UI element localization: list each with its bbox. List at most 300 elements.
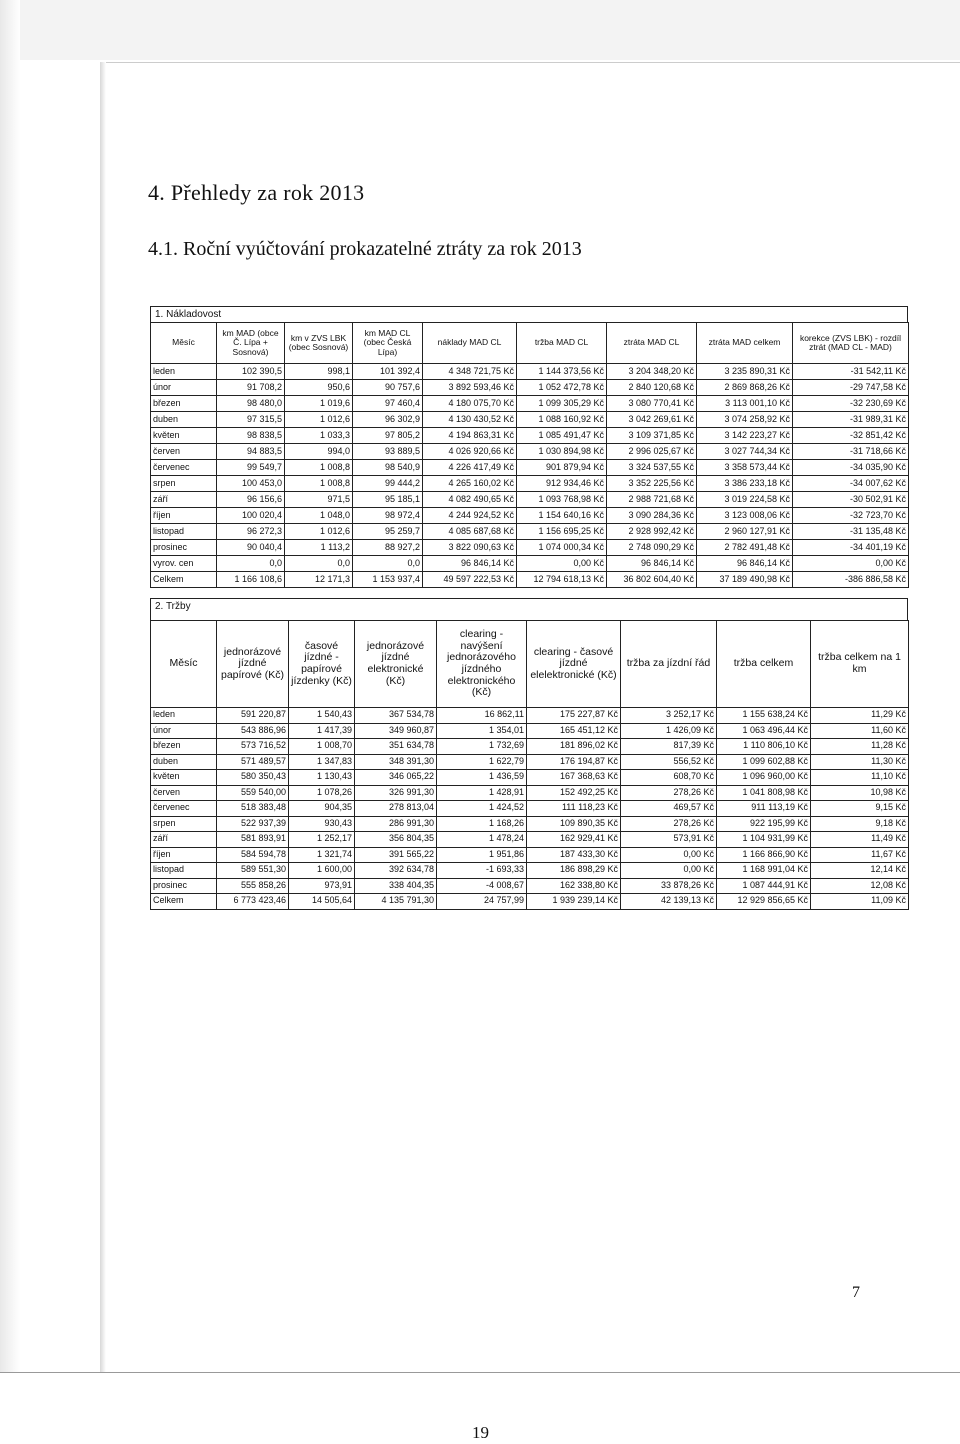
revenue-table-value-cell: 911 113,19 Kč: [717, 801, 811, 817]
costs-table-value-cell: 37 189 490,98 Kč: [697, 572, 793, 588]
costs-table-value-cell: 4 085 687,68 Kč: [423, 524, 517, 540]
revenue-table-value-cell: 0,00 Kč: [621, 863, 717, 879]
costs-table-value-cell: 97 460,4: [353, 396, 423, 412]
revenue-table-value-cell: 391 565,22: [355, 847, 437, 863]
revenue-table-value-cell: 109 890,35 Kč: [527, 816, 621, 832]
revenue-table-value-cell: 187 433,30 Kč: [527, 847, 621, 863]
costs-table-value-cell: 96 846,14 Kč: [697, 556, 793, 572]
revenue-table-row: [151, 832, 909, 848]
costs-table-value-cell: 1 012,6: [285, 524, 353, 540]
costs-table-value-cell: 96 302,9: [353, 412, 423, 428]
revenue-table-value-cell: 349 960,87: [355, 723, 437, 739]
revenue-table-value-cell: 175 227,87 Kč: [527, 708, 621, 724]
revenue-table-value-cell: 556,52 Kč: [621, 754, 717, 770]
revenue-table-value-cell: 817,39 Kč: [621, 739, 717, 755]
revenue-table-value-cell: 278,26 Kč: [621, 816, 717, 832]
revenue-table-header-cell: jednorázové jízdné elektronické (Kč): [355, 621, 437, 708]
costs-table-row: [151, 364, 909, 380]
revenue-table-value-cell: 1 428,91: [437, 785, 527, 801]
costs-table-value-cell: 0,00 Kč: [793, 556, 909, 572]
revenue-table-value-cell: 555 858,26: [217, 878, 289, 894]
costs-table-value-cell: 4 244 924,52 Kč: [423, 508, 517, 524]
costs-table-value-cell: 998,1: [285, 364, 353, 380]
revenue-table-header-row: [151, 621, 909, 708]
costs-table-value-cell: 99 444,2: [353, 476, 423, 492]
revenue-table-row: [151, 863, 909, 879]
costs-table-value-cell: 93 889,5: [353, 444, 423, 460]
costs-section-header: [150, 306, 908, 322]
revenue-table-value-cell: 1 096 960,00 Kč: [717, 770, 811, 786]
revenue-table-value-cell: 1 130,43: [289, 770, 355, 786]
costs-table-value-cell: 2 960 127,91 Kč: [697, 524, 793, 540]
revenue-table-row: [151, 785, 909, 801]
costs-table-value-cell: 1 012,6: [285, 412, 353, 428]
revenue-table-value-cell: 580 350,43: [217, 770, 289, 786]
costs-table-value-cell: 99 549,7: [217, 460, 285, 476]
costs-table-value-cell: 97 315,5: [217, 412, 285, 428]
revenue-table-header-cell: tržba celkem: [717, 621, 811, 708]
costs-table-value-cell: 96 846,14 Kč: [423, 556, 517, 572]
costs-table-value-cell: 2 782 491,48 Kč: [697, 540, 793, 556]
revenue-table-value-cell: 589 551,30: [217, 863, 289, 879]
revenue-table-value-cell: 1 347,83: [289, 754, 355, 770]
costs-table-header-cell: km MAD (obce Č. Lípa + Sosnová): [217, 323, 285, 364]
revenue-table-value-cell: 1 436,59: [437, 770, 527, 786]
costs-table-month-cell: květen: [151, 428, 217, 444]
costs-table-row: [151, 476, 909, 492]
revenue-table-header-cell: tržba celkem na 1 km: [811, 621, 909, 708]
revenue-table-month-cell: září: [151, 832, 217, 848]
costs-table-value-cell: 3 324 537,55 Kč: [607, 460, 697, 476]
costs-table-month-cell: vyrov. cen: [151, 556, 217, 572]
costs-table-value-cell: -32 230,69 Kč: [793, 396, 909, 412]
costs-table-row: [151, 540, 909, 556]
folio-number: 19: [472, 1423, 489, 1442]
revenue-table-value-cell: 4 135 791,30: [355, 894, 437, 910]
revenue-table-value-cell: 591 220,87: [217, 708, 289, 724]
costs-table: [150, 322, 909, 588]
revenue-table-row: [151, 754, 909, 770]
costs-table-value-cell: 1 113,2: [285, 540, 353, 556]
revenue-section-header: [150, 598, 908, 620]
revenue-table-month-cell: leden: [151, 708, 217, 724]
revenue-table-value-cell: 1 321,74: [289, 847, 355, 863]
scan-edge-shadow: [0, 0, 20, 1443]
revenue-table-value-cell: 356 804,35: [355, 832, 437, 848]
costs-table-header-cell: tržba MAD CL: [517, 323, 607, 364]
costs-table-header-cell: Měsíc: [151, 323, 217, 364]
revenue-table-value-cell: 1 478,24: [437, 832, 527, 848]
costs-table-value-cell: 98 540,9: [353, 460, 423, 476]
costs-table-month-cell: říjen: [151, 508, 217, 524]
revenue-table-value-cell: 1 600,00: [289, 863, 355, 879]
costs-table-header-cell: korekce (ZVS LBK) - rozdíl ztrát (MAD CL - MAD): [793, 323, 909, 364]
costs-table-value-cell: -31 135,48 Kč: [793, 524, 909, 540]
revenue-table-value-cell: 1 951,86: [437, 847, 527, 863]
costs-table-value-cell: 1 008,8: [285, 460, 353, 476]
costs-table-value-cell: 90 040,4: [217, 540, 285, 556]
costs-table-value-cell: 1 052 472,78 Kč: [517, 380, 607, 396]
revenue-table-value-cell: 1 732,69: [437, 739, 527, 755]
costs-table-row: [151, 460, 909, 476]
costs-table-value-cell: 4 265 160,02 Kč: [423, 476, 517, 492]
revenue-table-header-cell: Měsíc: [151, 621, 217, 708]
costs-table-row: [151, 524, 909, 540]
costs-table-value-cell: 1 019,6: [285, 396, 353, 412]
costs-table-value-cell: 12 794 618,13 Kč: [517, 572, 607, 588]
costs-table-value-cell: 94 883,5: [217, 444, 285, 460]
revenue-table-month-cell: duben: [151, 754, 217, 770]
costs-table-value-cell: 1 156 695,25 Kč: [517, 524, 607, 540]
revenue-table-value-cell: 33 878,26 Kč: [621, 878, 717, 894]
revenue-table-value-cell: 1 041 808,98 Kč: [717, 785, 811, 801]
subsection-heading: 4.1. Roční vyúčtování prokazatelné ztráty za rok 2013: [148, 238, 582, 260]
revenue-table-value-cell: 16 862,11: [437, 708, 527, 724]
revenue-table-value-cell: 922 195,99 Kč: [717, 816, 811, 832]
costs-table-row: [151, 492, 909, 508]
costs-table-header-cell: km MAD CL (obec Česká Lípa): [353, 323, 423, 364]
costs-table-value-cell: 1 166 108,6: [217, 572, 285, 588]
revenue-table-value-cell: 1 168,26: [437, 816, 527, 832]
revenue-table-value-cell: 1 252,17: [289, 832, 355, 848]
revenue-table-value-cell: 1 354,01: [437, 723, 527, 739]
costs-table-value-cell: 3 822 090,63 Kč: [423, 540, 517, 556]
costs-table-value-cell: 3 090 284,36 Kč: [607, 508, 697, 524]
revenue-table-value-cell: 11,30 Kč: [811, 754, 909, 770]
costs-table-header-cell: náklady MAD CL: [423, 323, 517, 364]
costs-table-value-cell: 1 093 768,98 Kč: [517, 492, 607, 508]
costs-table-value-cell: 2 748 090,29 Kč: [607, 540, 697, 556]
costs-table-value-cell: 0,00 Kč: [517, 556, 607, 572]
costs-table-value-cell: 0,0: [217, 556, 285, 572]
costs-table-row: [151, 572, 909, 588]
costs-table-value-cell: -32 851,42 Kč: [793, 428, 909, 444]
revenue-table-value-cell: 1 078,26: [289, 785, 355, 801]
revenue-table-row: [151, 894, 909, 910]
costs-table-value-cell: 98 972,4: [353, 508, 423, 524]
costs-table-row: [151, 556, 909, 572]
costs-table-value-cell: -34 401,19 Kč: [793, 540, 909, 556]
costs-table-value-cell: 1 030 894,98 Kč: [517, 444, 607, 460]
revenue-table-month-cell: březen: [151, 739, 217, 755]
costs-table-row: [151, 444, 909, 460]
revenue-table-value-cell: 11,67 Kč: [811, 847, 909, 863]
revenue-table-value-cell: 6 773 423,46: [217, 894, 289, 910]
costs-table-value-cell: -386 886,58 Kč: [793, 572, 909, 588]
revenue-table-month-cell: únor: [151, 723, 217, 739]
revenue-table-value-cell: 904,35: [289, 801, 355, 817]
revenue-table-header-cell: tržba za jízdní řád: [621, 621, 717, 708]
costs-table-value-cell: 4 026 920,66 Kč: [423, 444, 517, 460]
costs-table-value-cell: 96 846,14 Kč: [607, 556, 697, 572]
costs-table-value-cell: 36 802 604,40 Kč: [607, 572, 697, 588]
revenue-table-value-cell: -1 693,33: [437, 863, 527, 879]
costs-table-value-cell: 95 185,1: [353, 492, 423, 508]
costs-table-value-cell: 1 154 640,16 Kč: [517, 508, 607, 524]
revenue-table-value-cell: 1 155 638,24 Kč: [717, 708, 811, 724]
revenue-table-month-cell: prosinec: [151, 878, 217, 894]
costs-table-row: [151, 508, 909, 524]
costs-table-value-cell: 1 033,3: [285, 428, 353, 444]
costs-table-value-cell: 1 008,8: [285, 476, 353, 492]
costs-table-month-cell: červen: [151, 444, 217, 460]
revenue-table-value-cell: 11,49 Kč: [811, 832, 909, 848]
revenue-table-value-cell: 12 929 856,65 Kč: [717, 894, 811, 910]
revenue-table-month-cell: květen: [151, 770, 217, 786]
costs-table-value-cell: 4 082 490,65 Kč: [423, 492, 517, 508]
revenue-table-value-cell: 9,15 Kč: [811, 801, 909, 817]
costs-table-value-cell: 96 272,3: [217, 524, 285, 540]
costs-table-month-cell: leden: [151, 364, 217, 380]
costs-table-value-cell: -30 502,91 Kč: [793, 492, 909, 508]
costs-table-value-cell: 98 838,5: [217, 428, 285, 444]
revenue-table-row: [151, 739, 909, 755]
revenue-table-value-cell: 1 087 444,91 Kč: [717, 878, 811, 894]
revenue-table-value-cell: 973,91: [289, 878, 355, 894]
costs-table-value-cell: 3 204 348,20 Kč: [607, 364, 697, 380]
costs-table-value-cell: 2 928 992,42 Kč: [607, 524, 697, 540]
costs-table-value-cell: 12 171,3: [285, 572, 353, 588]
costs-table-value-cell: 100 453,0: [217, 476, 285, 492]
costs-table-value-cell: 1 088 160,92 Kč: [517, 412, 607, 428]
costs-table-month-cell: srpen: [151, 476, 217, 492]
revenue-table-value-cell: 24 757,99: [437, 894, 527, 910]
revenue-table-month-cell: Celkem: [151, 894, 217, 910]
costs-table-value-cell: -31 718,66 Kč: [793, 444, 909, 460]
revenue-table-value-cell: 930,43: [289, 816, 355, 832]
revenue-table-value-cell: 152 492,25 Kč: [527, 785, 621, 801]
revenue-table-header-cell: clearing - časové jízdné elelektronické (Kč): [527, 621, 621, 708]
costs-table-value-cell: 2 869 868,26 Kč: [697, 380, 793, 396]
revenue-table-value-cell: 11,28 Kč: [811, 739, 909, 755]
costs-table-value-cell: 1 085 491,47 Kč: [517, 428, 607, 444]
revenue-table-row: [151, 770, 909, 786]
costs-table-value-cell: 100 020,4: [217, 508, 285, 524]
costs-table-month-cell: únor: [151, 380, 217, 396]
costs-table-value-cell: 91 708,2: [217, 380, 285, 396]
revenue-table-value-cell: 278,26 Kč: [621, 785, 717, 801]
revenue-table-value-cell: 1 099 602,88 Kč: [717, 754, 811, 770]
revenue-table-row: [151, 816, 909, 832]
revenue-table-value-cell: 176 194,87 Kč: [527, 754, 621, 770]
revenue-table-value-cell: 581 893,91: [217, 832, 289, 848]
revenue-table-value-cell: 186 898,29 Kč: [527, 863, 621, 879]
revenue-table-value-cell: 11,10 Kč: [811, 770, 909, 786]
revenue-table-value-cell: 9,18 Kč: [811, 816, 909, 832]
revenue-table-value-cell: 1 424,52: [437, 801, 527, 817]
revenue-table-value-cell: 286 991,30: [355, 816, 437, 832]
costs-table-value-cell: 3 235 890,31 Kč: [697, 364, 793, 380]
costs-table-value-cell: 3 123 008,06 Kč: [697, 508, 793, 524]
revenue-table-header-cell: časové jízdné - papírové jízdenky (Kč): [289, 621, 355, 708]
revenue-table-value-cell: 392 634,78: [355, 863, 437, 879]
costs-table-value-cell: 1 074 000,34 Kč: [517, 540, 607, 556]
revenue-table-value-cell: 12,08 Kč: [811, 878, 909, 894]
costs-table-value-cell: 0,0: [285, 556, 353, 572]
revenue-section-title: 2. Tržby: [155, 601, 191, 612]
costs-table-month-cell: červenec: [151, 460, 217, 476]
revenue-table-month-cell: říjen: [151, 847, 217, 863]
revenue-table-value-cell: 573 716,52: [217, 739, 289, 755]
revenue-table-value-cell: 346 065,22: [355, 770, 437, 786]
revenue-table-header-cell: jednorázové jízdné papírové (Kč): [217, 621, 289, 708]
costs-table-value-cell: 3 080 770,41 Kč: [607, 396, 697, 412]
revenue-table-row: [151, 878, 909, 894]
revenue-table-month-cell: listopad: [151, 863, 217, 879]
revenue-table-header-cell: clearing - navýšení jednorázového jízdného elektronického (Kč): [437, 621, 527, 708]
revenue-table-value-cell: 1 417,39: [289, 723, 355, 739]
costs-table-value-cell: -34 007,62 Kč: [793, 476, 909, 492]
costs-table-value-cell: -29 747,58 Kč: [793, 380, 909, 396]
revenue-table-row: [151, 847, 909, 863]
costs-table-value-cell: 1 144 373,56 Kč: [517, 364, 607, 380]
costs-table-value-cell: 3 042 269,61 Kč: [607, 412, 697, 428]
costs-table-value-cell: 3 074 258,92 Kč: [697, 412, 793, 428]
costs-table-value-cell: 102 390,5: [217, 364, 285, 380]
revenue-table-value-cell: 367 534,78: [355, 708, 437, 724]
revenue-table-value-cell: 165 451,12 Kč: [527, 723, 621, 739]
costs-table-value-cell: 3 142 223,27 Kč: [697, 428, 793, 444]
costs-table-value-cell: 4 194 863,31 Kč: [423, 428, 517, 444]
revenue-table-value-cell: 278 813,04: [355, 801, 437, 817]
revenue-table-row: [151, 708, 909, 724]
revenue-table-value-cell: 11,09 Kč: [811, 894, 909, 910]
costs-table-row: [151, 428, 909, 444]
revenue-table-value-cell: 11,60 Kč: [811, 723, 909, 739]
costs-table-value-cell: 2 988 721,68 Kč: [607, 492, 697, 508]
revenue-table-value-cell: 12,14 Kč: [811, 863, 909, 879]
costs-table-header-cell: km v ZVS LBK (obec Sosnová): [285, 323, 353, 364]
costs-section-title: 1. Nákladovost: [155, 309, 222, 320]
revenue-table-value-cell: 522 937,39: [217, 816, 289, 832]
revenue-table-month-cell: srpen: [151, 816, 217, 832]
revenue-table-value-cell: 469,57 Kč: [621, 801, 717, 817]
revenue-table-value-cell: 1 426,09 Kč: [621, 723, 717, 739]
costs-table-value-cell: 98 480,0: [217, 396, 285, 412]
revenue-table-value-cell: 162 929,41 Kč: [527, 832, 621, 848]
revenue-table-value-cell: 1 110 806,10 Kč: [717, 739, 811, 755]
costs-table-value-cell: 3 019 224,58 Kč: [697, 492, 793, 508]
revenue-table-value-cell: 1 104 931,99 Kč: [717, 832, 811, 848]
page-edge-shadow: [100, 62, 106, 1372]
costs-table-value-cell: 95 259,7: [353, 524, 423, 540]
costs-table-header-cell: ztráta MAD CL: [607, 323, 697, 364]
revenue-table-value-cell: 111 118,23 Kč: [527, 801, 621, 817]
costs-table-value-cell: 1 099 305,29 Kč: [517, 396, 607, 412]
costs-table-value-cell: 101 392,4: [353, 364, 423, 380]
costs-table-value-cell: 88 927,2: [353, 540, 423, 556]
scan-background: [0, 0, 960, 60]
revenue-table-value-cell: 1 939 239,14 Kč: [527, 894, 621, 910]
revenue-table-value-cell: 571 489,57: [217, 754, 289, 770]
costs-table-value-cell: 0,0: [353, 556, 423, 572]
revenue-table-row: [151, 723, 909, 739]
costs-table-month-cell: září: [151, 492, 217, 508]
costs-table-value-cell: -31 542,11 Kč: [793, 364, 909, 380]
revenue-table-month-cell: červenec: [151, 801, 217, 817]
revenue-table-value-cell: 559 540,00: [217, 785, 289, 801]
revenue-table-value-cell: 1 168 991,04 Kč: [717, 863, 811, 879]
revenue-table-value-cell: 608,70 Kč: [621, 770, 717, 786]
costs-table-value-cell: 901 879,94 Kč: [517, 460, 607, 476]
costs-table-value-cell: 2 996 025,67 Kč: [607, 444, 697, 460]
costs-table-value-cell: 3 352 225,56 Kč: [607, 476, 697, 492]
costs-table-value-cell: 950,6: [285, 380, 353, 396]
costs-table-value-cell: 4 130 430,52 Kč: [423, 412, 517, 428]
costs-table-value-cell: -31 989,31 Kč: [793, 412, 909, 428]
revenue-table-value-cell: 1 008,70: [289, 739, 355, 755]
costs-table-row: [151, 412, 909, 428]
costs-table-value-cell: 1 048,0: [285, 508, 353, 524]
costs-table-header-cell: ztráta MAD celkem: [697, 323, 793, 364]
revenue-table-value-cell: 543 886,96: [217, 723, 289, 739]
costs-table-value-cell: 2 840 120,68 Kč: [607, 380, 697, 396]
revenue-table-value-cell: 348 391,30: [355, 754, 437, 770]
revenue-table-value-cell: 351 634,78: [355, 739, 437, 755]
costs-table-value-cell: 994,0: [285, 444, 353, 460]
costs-table-row: [151, 396, 909, 412]
revenue-table-value-cell: 167 368,63 Kč: [527, 770, 621, 786]
revenue-table-value-cell: 14 505,64: [289, 894, 355, 910]
revenue-table-value-cell: 3 252,17 Kč: [621, 708, 717, 724]
revenue-table-value-cell: 11,29 Kč: [811, 708, 909, 724]
costs-table-value-cell: 4 348 721,75 Kč: [423, 364, 517, 380]
costs-table-value-cell: 3 892 593,46 Kč: [423, 380, 517, 396]
revenue-table-value-cell: 1 166 866,90 Kč: [717, 847, 811, 863]
section-heading: 4. Přehledy za rok 2013: [148, 180, 365, 205]
costs-table-value-cell: 1 153 937,4: [353, 572, 423, 588]
revenue-table: [150, 620, 909, 910]
revenue-table-value-cell: 162 338,80 Kč: [527, 878, 621, 894]
revenue-table-value-cell: 584 594,78: [217, 847, 289, 863]
costs-table-value-cell: 97 805,2: [353, 428, 423, 444]
costs-table-value-cell: 3 113 001,10 Kč: [697, 396, 793, 412]
costs-table-header-row: [151, 323, 909, 364]
costs-table-value-cell: 3 027 744,34 Kč: [697, 444, 793, 460]
costs-table-value-cell: 90 757,6: [353, 380, 423, 396]
revenue-table-value-cell: 0,00 Kč: [621, 847, 717, 863]
page-number: 7: [852, 1284, 860, 1301]
costs-table-row: [151, 380, 909, 396]
costs-table-value-cell: 4 226 417,49 Kč: [423, 460, 517, 476]
costs-table-value-cell: 49 597 222,53 Kč: [423, 572, 517, 588]
costs-table-value-cell: 912 934,46 Kč: [517, 476, 607, 492]
costs-table-value-cell: 3 386 233,18 Kč: [697, 476, 793, 492]
costs-table-month-cell: březen: [151, 396, 217, 412]
revenue-table-value-cell: -4 008,67: [437, 878, 527, 894]
costs-table-value-cell: 96 156,6: [217, 492, 285, 508]
revenue-table-value-cell: 326 991,30: [355, 785, 437, 801]
costs-table-value-cell: 3 109 371,85 Kč: [607, 428, 697, 444]
costs-table-month-cell: Celkem: [151, 572, 217, 588]
revenue-table-month-cell: červen: [151, 785, 217, 801]
costs-table-month-cell: duben: [151, 412, 217, 428]
revenue-table-value-cell: 42 139,13 Kč: [621, 894, 717, 910]
revenue-table-value-cell: 338 404,35: [355, 878, 437, 894]
costs-table-value-cell: 3 358 573,44 Kč: [697, 460, 793, 476]
costs-table-month-cell: prosinec: [151, 540, 217, 556]
revenue-table-value-cell: 10,98 Kč: [811, 785, 909, 801]
revenue-table-value-cell: 181 896,02 Kč: [527, 739, 621, 755]
costs-table-value-cell: -32 723,70 Kč: [793, 508, 909, 524]
revenue-table-value-cell: 518 383,48: [217, 801, 289, 817]
revenue-table-value-cell: 1 540,43: [289, 708, 355, 724]
revenue-table-value-cell: 573,91 Kč: [621, 832, 717, 848]
costs-table-value-cell: -34 035,90 Kč: [793, 460, 909, 476]
revenue-table-value-cell: 1 622,79: [437, 754, 527, 770]
revenue-table-value-cell: 1 063 496,44 Kč: [717, 723, 811, 739]
revenue-table-row: [151, 801, 909, 817]
